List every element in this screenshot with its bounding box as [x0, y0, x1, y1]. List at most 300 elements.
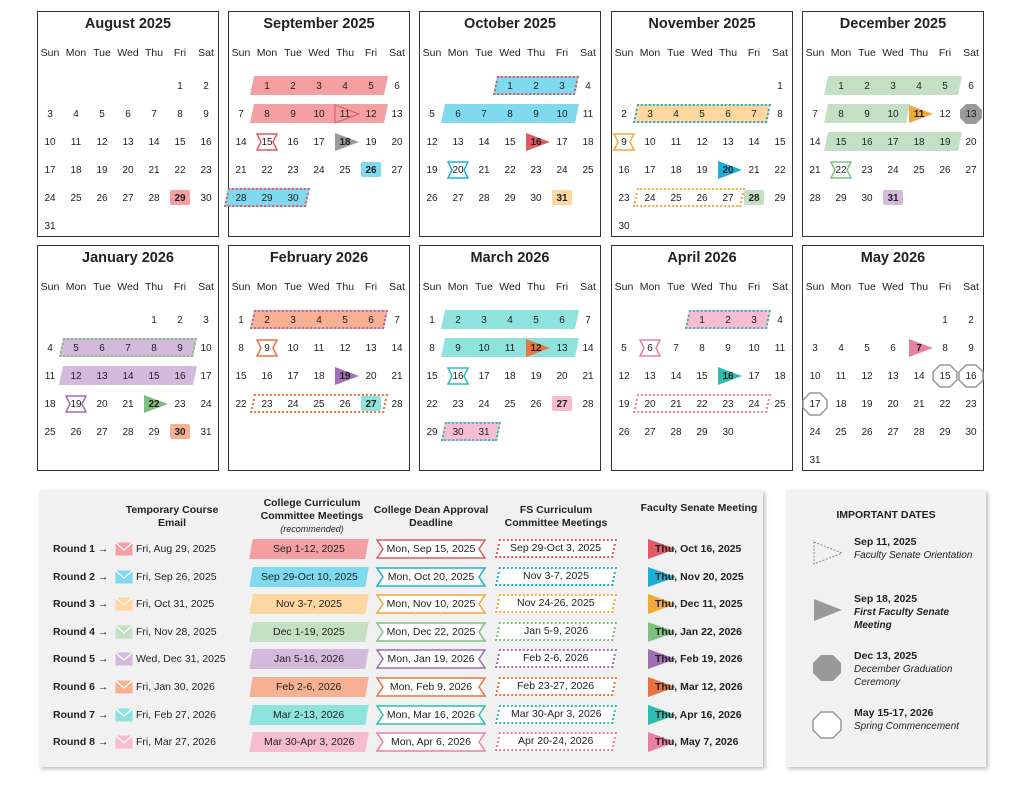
weekday-label: Sat: [580, 47, 596, 59]
day-number: 25: [70, 193, 82, 204]
day-number: 15: [835, 137, 847, 148]
weekday-label: Mon: [639, 47, 661, 59]
day-number: 9: [533, 109, 539, 120]
month-4: [802, 11, 984, 237]
weekday-label: Sat: [963, 47, 979, 59]
day-number: 12: [70, 371, 82, 382]
weekday-label: Wed: [691, 47, 713, 59]
day-number: 8: [777, 109, 783, 120]
day-number: 3: [751, 315, 757, 326]
day-number: 10: [887, 109, 899, 120]
day-number: 26: [618, 427, 630, 438]
day-number: 23: [965, 399, 977, 410]
fs-meeting-text: Jan 5-9, 2026: [523, 624, 589, 637]
day-number: 18: [670, 165, 682, 176]
ccc-meeting-text: Sep 29-Oct 10, 2025: [260, 570, 358, 583]
day-number: 7: [125, 343, 131, 354]
day-number: 6: [394, 81, 400, 92]
day-number: 7: [481, 109, 487, 120]
day-number: 14: [391, 343, 403, 354]
month-8: [611, 245, 793, 471]
day-number: 2: [455, 315, 461, 326]
weekday-label: Sat: [389, 47, 405, 59]
day-number: 17: [556, 137, 568, 148]
ccc-meeting-pill: [249, 732, 369, 752]
weekday-label: Sun: [614, 281, 634, 293]
day-number: 5: [342, 315, 348, 326]
month-5: [37, 245, 219, 471]
weekday-label: Wed: [882, 47, 904, 59]
month-title: November 2025: [648, 16, 756, 32]
email-envelope-icon: [115, 570, 133, 584]
weekday-label: Fri: [555, 47, 569, 59]
day-number: 5: [533, 315, 539, 326]
day-number: 8: [942, 343, 948, 354]
day-number: 24: [887, 165, 899, 176]
month-title: January 2026: [82, 250, 174, 266]
day-number: 4: [838, 343, 844, 354]
weekday-label: Sat: [963, 281, 979, 293]
email-date: Fri, Feb 27, 2026: [136, 708, 216, 721]
day-number: 28: [809, 193, 821, 204]
day-number: 28: [235, 193, 247, 204]
day-number: 7: [812, 109, 818, 120]
email-date: Fri, Mar 27, 2026: [136, 736, 216, 749]
weekday-label: Fri: [173, 281, 187, 293]
weekday-label: Tue: [858, 281, 876, 293]
day-number: 16: [722, 371, 734, 382]
calendar-grid: [37, 11, 985, 471]
day-number: 24: [644, 193, 656, 204]
day-number: 20: [391, 137, 403, 148]
email-date: Fri, Nov 28, 2025: [136, 625, 217, 638]
day-number: 11: [582, 109, 594, 120]
day-number: 26: [96, 193, 108, 204]
day-number: 13: [96, 371, 108, 382]
day-number: 18: [504, 371, 516, 382]
fs-meeting-box: [495, 649, 617, 668]
weekday-label: Thu: [526, 281, 546, 293]
day-number: 5: [99, 109, 105, 120]
day-number: 9: [177, 343, 183, 354]
day-number: 9: [455, 343, 461, 354]
day-number: 20: [644, 399, 656, 410]
weekday-label: Sat: [198, 47, 214, 59]
month-title: March 2026: [470, 250, 550, 266]
day-number: 14: [582, 343, 594, 354]
weekday-label: Fri: [364, 281, 378, 293]
ccc-meeting-pill: [249, 567, 369, 587]
day-number: 4: [73, 109, 79, 120]
day-number: 3: [559, 81, 565, 92]
day-number: 13: [644, 371, 656, 382]
day-number: 17: [44, 165, 56, 176]
dean-deadline: Mon, Feb 9, 2026: [389, 681, 473, 693]
day-number: 1: [699, 315, 705, 326]
weekday-label: Tue: [858, 47, 876, 59]
month-2: [419, 11, 601, 237]
weekday-label: Sat: [580, 281, 596, 293]
day-number: 21: [148, 165, 160, 176]
day-number: 7: [238, 109, 244, 120]
day-number: 17: [478, 371, 490, 382]
month-title: May 2026: [860, 250, 926, 266]
day-number: 15: [148, 371, 160, 382]
day-number: 22: [696, 399, 708, 410]
day-number: 1: [264, 81, 270, 92]
weekday-label: Sat: [772, 281, 788, 293]
weekday-label: Thu: [144, 47, 164, 59]
day-number: 29: [835, 193, 847, 204]
day-number: 24: [556, 165, 568, 176]
month-title: December 2025: [839, 16, 947, 32]
weekday-label: Sun: [614, 47, 634, 59]
day-number: 20: [365, 371, 377, 382]
fs-meeting-box: [495, 539, 617, 558]
header-dean: College Dean Approval Deadline: [373, 504, 489, 529]
important-date-item: [854, 650, 986, 689]
weekday-label: Tue: [284, 47, 302, 59]
important-date-desc: Spring Commencement: [854, 721, 960, 732]
day-number: 4: [342, 81, 348, 92]
senate-meeting-date: Thu, Jan 22, 2026: [655, 625, 742, 638]
day-number: 3: [812, 343, 818, 354]
day-number: 27: [722, 193, 734, 204]
round-label: Round 7 →: [53, 708, 109, 721]
day-number: 4: [777, 315, 783, 326]
day-number: 13: [965, 109, 977, 120]
weekday-label: Tue: [475, 47, 493, 59]
day-number: 3: [647, 109, 653, 120]
day-number: 18: [582, 137, 594, 148]
day-number: 27: [965, 165, 977, 176]
email-date: Fri, Jan 30, 2026: [136, 681, 215, 693]
day-number: 2: [725, 315, 731, 326]
day-number: 2: [203, 81, 209, 92]
day-number: 16: [261, 371, 273, 382]
day-number: 23: [861, 165, 873, 176]
weekday-label: Fri: [555, 281, 569, 293]
weekday-label: Sun: [805, 47, 825, 59]
ccc-meeting-text: Dec 1-19, 2025: [273, 625, 345, 638]
ccc-meeting-pill: [249, 705, 369, 725]
day-number: 22: [148, 399, 160, 410]
header-email: Temporary Course Email: [125, 504, 219, 529]
day-number: 29: [174, 193, 186, 204]
day-number: 22: [939, 399, 951, 410]
day-number: 17: [748, 371, 760, 382]
day-number: 7: [151, 109, 157, 120]
ccc-meeting-text: Mar 2-13, 2026: [273, 708, 345, 721]
day-number: 18: [44, 399, 56, 410]
weekday-label: Sat: [772, 47, 788, 59]
day-number: 18: [835, 399, 847, 410]
day-number: 6: [890, 343, 896, 354]
day-number: 3: [203, 315, 209, 326]
day-number: 4: [585, 81, 591, 92]
day-number: 16: [452, 371, 464, 382]
day-number: 4: [507, 315, 513, 326]
weekday-label: Wed: [882, 281, 904, 293]
weekday-label: Thu: [909, 281, 929, 293]
day-number: 3: [290, 315, 296, 326]
day-number: 23: [530, 165, 542, 176]
email-envelope-icon: [115, 708, 133, 722]
fs-meeting-text: Feb 2-6, 2026: [523, 652, 589, 665]
weekday-label: Thu: [526, 47, 546, 59]
day-number: 22: [261, 165, 273, 176]
day-number: 9: [290, 109, 296, 120]
day-number: 16: [618, 165, 630, 176]
day-number: 27: [391, 165, 403, 176]
month-3: [611, 11, 793, 237]
day-number: 7: [751, 109, 757, 120]
day-number: 15: [774, 137, 786, 148]
dean-deadline: Mon, Sep 15, 2025: [386, 543, 476, 555]
fs-meeting-box: [495, 594, 617, 613]
day-number: 12: [426, 137, 438, 148]
weekday-label: Mon: [639, 281, 661, 293]
day-number: 11: [44, 371, 56, 382]
day-number: 25: [774, 399, 786, 410]
day-number: 26: [426, 193, 438, 204]
day-number: 2: [290, 81, 296, 92]
day-number: 9: [621, 137, 627, 148]
day-number: 25: [504, 399, 516, 410]
day-number: 29: [426, 427, 438, 438]
day-number: 13: [391, 109, 403, 120]
day-number: 19: [339, 371, 351, 382]
day-number: 17: [313, 137, 325, 148]
weekday-label: Sun: [40, 281, 60, 293]
day-number: 7: [916, 343, 922, 354]
day-number: 8: [507, 109, 513, 120]
day-number: 19: [426, 165, 438, 176]
day-number: 14: [670, 371, 682, 382]
weekday-label: Fri: [938, 47, 952, 59]
header-fs: FS Curriculum Committee Meetings: [504, 504, 608, 529]
day-number: 27: [887, 427, 899, 438]
day-number: 27: [365, 399, 377, 410]
open-octagon-icon: [812, 711, 844, 739]
fs-meeting-text: Feb 23-27, 2026: [517, 680, 595, 692]
weekday-label: Wed: [691, 281, 713, 293]
day-number: 15: [426, 371, 438, 382]
day-number: 3: [47, 109, 53, 120]
day-number: 24: [313, 165, 325, 176]
email-envelope-icon: [115, 680, 133, 694]
important-dates-title: IMPORTANT DATES: [836, 509, 936, 521]
day-number: 22: [835, 165, 847, 176]
day-number: 13: [122, 137, 134, 148]
day-number: 31: [809, 455, 821, 466]
day-number: 28: [148, 193, 160, 204]
day-number: 26: [339, 399, 351, 410]
weekday-label: Fri: [747, 47, 761, 59]
day-number: 11: [313, 343, 325, 354]
ccc-meeting-text: Sep 1-12, 2025: [273, 543, 345, 555]
day-number: 2: [533, 81, 539, 92]
ccc-meeting-pill: [249, 539, 369, 559]
senate-meeting-date: Thu, Feb 19, 2026: [655, 653, 743, 666]
fs-meeting-box: [495, 705, 617, 724]
day-number: 26: [861, 427, 873, 438]
important-date: Sep 18, 2025: [854, 593, 918, 605]
day-number: 10: [287, 343, 299, 354]
day-number: 28: [748, 193, 760, 204]
day-number: 21: [748, 165, 760, 176]
email-envelope-icon: [115, 625, 133, 639]
day-number: 29: [939, 427, 951, 438]
day-number: 19: [939, 137, 951, 148]
day-number: 23: [618, 193, 630, 204]
day-number: 30: [861, 193, 873, 204]
day-number: 28: [582, 399, 594, 410]
day-number: 18: [913, 137, 925, 148]
day-number: 31: [887, 193, 899, 204]
dean-deadline: Mon, Dec 22, 2025: [386, 625, 476, 638]
weekday-label: Fri: [364, 47, 378, 59]
day-number: 27: [556, 399, 568, 410]
day-number: 26: [70, 427, 82, 438]
weekday-label: Tue: [93, 47, 111, 59]
day-number: 23: [722, 399, 734, 410]
senate-meeting-date: Thu, Dec 11, 2025: [655, 598, 743, 611]
day-number: 5: [621, 343, 627, 354]
ccc-meeting-text: Nov 3-7, 2025: [276, 598, 342, 611]
day-number: 28: [913, 427, 925, 438]
day-number: 1: [151, 315, 157, 326]
weekday-label: Mon: [256, 281, 278, 293]
day-number: 17: [809, 399, 821, 410]
day-number: 30: [287, 193, 299, 204]
day-number: 6: [559, 315, 565, 326]
day-number: 14: [748, 137, 760, 148]
day-number: 11: [504, 343, 516, 354]
header-ccc: [249, 497, 375, 536]
header-senate: Faculty Senate Meeting: [640, 502, 758, 514]
day-number: 17: [200, 371, 212, 382]
important-date-item: [854, 707, 959, 733]
round-label: Round 6 →: [53, 681, 109, 693]
day-number: 11: [913, 109, 925, 120]
dean-deadline: Mon, Nov 10, 2025: [386, 598, 476, 611]
day-number: 27: [96, 427, 108, 438]
weekday-label: Wed: [117, 47, 139, 59]
day-number: 20: [965, 137, 977, 148]
day-number: 4: [916, 81, 922, 92]
day-number: 2: [621, 109, 627, 120]
fs-meeting-text: Mar 30-Apr 3, 2026: [510, 707, 602, 720]
round-label: Round 4 →: [53, 625, 109, 638]
day-number: 15: [504, 137, 516, 148]
day-number: 25: [582, 165, 594, 176]
day-number: 19: [696, 165, 708, 176]
email-envelope-icon: [115, 735, 133, 749]
weekday-label: Thu: [909, 47, 929, 59]
important-dates-panel: [786, 490, 986, 767]
day-number: 27: [644, 427, 656, 438]
day-number: 14: [122, 371, 134, 382]
ccc-meeting-pill: [249, 622, 369, 642]
senate-meeting-date: Thu, May 7, 2026: [655, 736, 739, 749]
round-label: Round 1 →: [53, 543, 109, 555]
day-number: 21: [478, 165, 490, 176]
day-number: 22: [774, 165, 786, 176]
day-number: 20: [722, 165, 734, 176]
day-number: 14: [913, 371, 925, 382]
day-number: 2: [864, 81, 870, 92]
day-number: 12: [696, 137, 708, 148]
important-date: May 15-17, 2026: [854, 707, 934, 719]
day-number: 22: [426, 399, 438, 410]
day-number: 15: [696, 371, 708, 382]
day-number: 5: [73, 343, 79, 354]
fs-meeting-box: [495, 622, 617, 641]
day-number: 12: [939, 109, 951, 120]
day-number: 6: [647, 343, 653, 354]
weekday-label: Sun: [40, 47, 60, 59]
month-9: [802, 245, 984, 471]
dean-deadline: Mon, Mar 16, 2026: [386, 708, 476, 721]
day-number: 11: [835, 371, 847, 382]
day-number: 18: [774, 371, 786, 382]
day-number: 25: [835, 427, 847, 438]
day-number: 12: [618, 371, 630, 382]
day-number: 22: [235, 399, 247, 410]
day-number: 30: [174, 427, 186, 438]
day-number: 5: [699, 109, 705, 120]
ccc-meeting-text: Feb 2-6, 2026: [276, 681, 342, 693]
weekday-label: Tue: [475, 281, 493, 293]
day-number: 16: [530, 137, 542, 148]
day-number: 10: [556, 109, 568, 120]
round-label: Round 8 →: [53, 736, 109, 749]
rounds-legend: [39, 490, 763, 767]
day-number: 6: [368, 315, 374, 326]
weekday-label: Sun: [422, 281, 442, 293]
weekday-label: Mon: [65, 281, 87, 293]
dean-deadline: Mon, Oct 20, 2025: [387, 570, 475, 583]
day-number: 29: [504, 193, 516, 204]
day-number: 10: [478, 343, 490, 354]
day-number: 23: [261, 399, 273, 410]
month-title: August 2025: [84, 16, 172, 32]
senate-meeting-date: Thu, Nov 20, 2025: [655, 570, 744, 583]
day-number: 20: [887, 399, 899, 410]
important-date-desc: December Graduation Ceremony: [854, 664, 953, 688]
day-number: 16: [200, 137, 212, 148]
day-number: 24: [748, 399, 760, 410]
senate-meeting-date: Thu, Oct 16, 2025: [655, 543, 742, 555]
fs-meeting-box: [495, 567, 617, 586]
day-number: 22: [174, 165, 186, 176]
day-number: 19: [70, 399, 82, 410]
fs-meeting-box: [495, 732, 617, 751]
email-envelope-icon: [115, 652, 133, 666]
day-number: 6: [968, 81, 974, 92]
day-number: 11: [339, 109, 351, 120]
day-number: 31: [200, 427, 212, 438]
day-number: 16: [174, 371, 186, 382]
day-number: 10: [809, 371, 821, 382]
day-number: 31: [44, 221, 56, 232]
weekday-label: Wed: [117, 281, 139, 293]
ccc-meeting-text: Jan 5-16, 2026: [273, 653, 345, 666]
important-date: Dec 13, 2025: [854, 650, 918, 662]
day-number: 30: [530, 193, 542, 204]
weekday-label: Sun: [422, 47, 442, 59]
